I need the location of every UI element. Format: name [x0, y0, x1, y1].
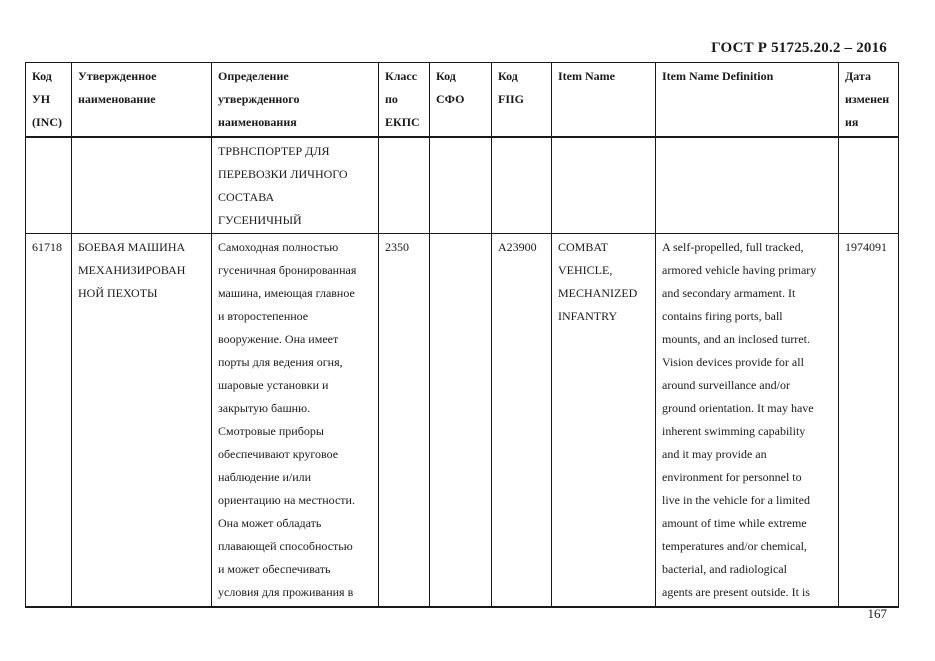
- cell-inc: 61718: [26, 234, 72, 608]
- cell-approved-name: [72, 137, 212, 234]
- cell-date: [839, 137, 899, 234]
- items-table: [25, 62, 899, 608]
- cell-definition: Самоходная полностью гусеничная бронированная машина, имеющая главное и второстепенное вооружение. Она имеет порты для ведения огня, шаровые установки и закрытую башню. Смотровые приборы обеспечивают круговое наблюдение и/или ориентацию на местности. Она может обладать плавающей способностью и может обеспечивать условия для проживания в: [212, 234, 379, 608]
- column-header-date: Дата изменен ия: [839, 63, 899, 138]
- cell-item-definition: A self-propelled, full tracked, armored vehicle having primary and secondary armament. It contains firing ports, ball mounts, and an inclosed turret. Vision devices provide for all around surveillance and/or ground orientation. It may have inherent swimming capability and it may provide an environment for personnel to live in the vehicle for a limited amount of time while extreme temperatures and/or chemical, bacterial, and radiological agents are present outside. It is: [656, 234, 839, 608]
- cell-item-name: COMBAT VEHICLE, MECHANIZED INFANTRY: [552, 234, 656, 608]
- cell-class: [379, 137, 430, 234]
- column-header-fiig: Код FIIG: [492, 63, 552, 138]
- table-header-row: [26, 63, 899, 138]
- table-row: [26, 234, 899, 608]
- cell-sfo: [430, 234, 492, 608]
- cell-class: 2350: [379, 234, 430, 608]
- column-header-class: Класс по ЕКПС: [379, 63, 430, 138]
- cell-approved-name: БОЕВАЯ МАШИНА МЕХАНИЗИРОВАН НОЙ ПЕХОТЫ: [72, 234, 212, 608]
- cell-date: 1974091: [839, 234, 899, 608]
- cell-item-definition: [656, 137, 839, 234]
- cell-fiig: [492, 137, 552, 234]
- cell-sfo: [430, 137, 492, 234]
- column-header-item-definition: Item Name Definition: [656, 63, 839, 138]
- column-header-definition: Определение утвержденного наименования: [212, 63, 379, 138]
- page-number: 167: [867, 606, 887, 621]
- column-header-approved-name: Утвержденное наименование: [72, 63, 212, 138]
- cell-inc: [26, 137, 72, 234]
- column-header-item-name: Item Name: [552, 63, 656, 138]
- cell-item-name: [552, 137, 656, 234]
- cell-definition: ТРВНСПОРТЕР ДЛЯ ПЕРЕВОЗКИ ЛИЧНОГО СОСТАВА ГУСЕНИЧНЫЙ: [212, 137, 379, 234]
- cell-fiig: A23900: [492, 234, 552, 608]
- document-code: ГОСТ Р 51725.20.2 – 2016: [711, 40, 887, 56]
- column-header-inc: Код УН (INC): [26, 63, 72, 138]
- column-header-sfo: Код СФО: [430, 63, 492, 138]
- table-row: [26, 137, 899, 234]
